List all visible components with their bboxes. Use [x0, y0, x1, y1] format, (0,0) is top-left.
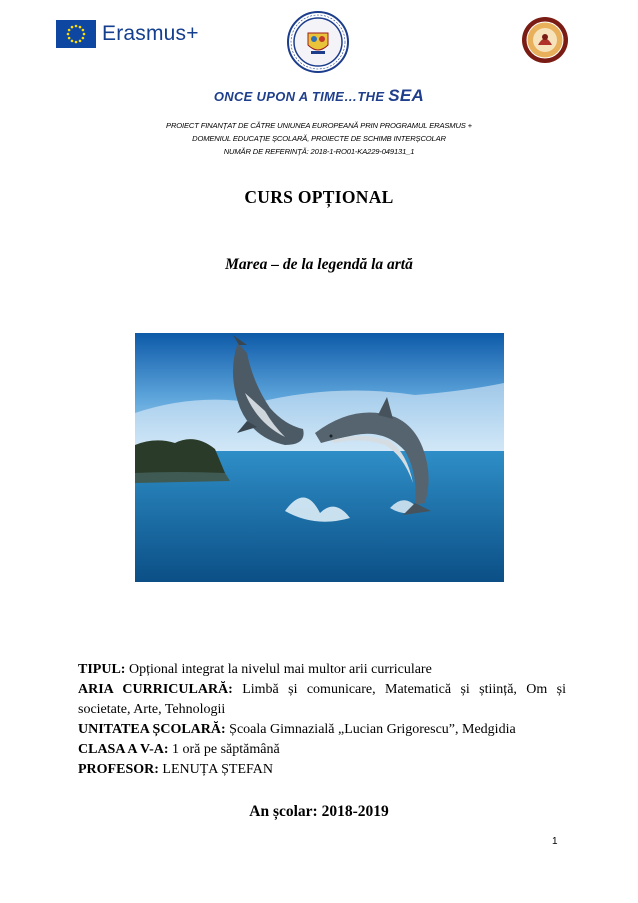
dolphins-photo: [135, 333, 504, 582]
info-clasa: [78, 740, 566, 760]
project-title: [0, 86, 638, 106]
unitatea-value: Școala Gimnazială „Lucian Grigorescu”, Medgidia: [225, 722, 516, 737]
project-line-3: NUMĂR DE REFERINȚĂ: 2018-1-RO01-KA229-049131_1: [223, 147, 415, 156]
aria-value-line1: Limbă și comunicare, Matematică și știință, Om și: [232, 682, 566, 697]
project-title-sea: SEA: [388, 86, 425, 105]
unitatea-label: UNITATEA ȘCOLARĂ:: [78, 722, 226, 737]
info-profesor: [78, 760, 566, 780]
project-line-2: DOMENIUL EDUCAȚIE ȘCOLARĂ, PROIECTE DE SCHIMB INTERȘCOLAR: [192, 134, 446, 143]
tipul-label: TIPUL:: [78, 662, 126, 677]
school-seal-icon: [287, 11, 349, 73]
school-year: An școlar: 2018-2019: [249, 803, 389, 820]
profesor-value: LENUȚA ȘTEFAN: [158, 762, 273, 777]
profesor-label: PROFESOR:: [78, 762, 159, 777]
clasa-label: CLASA A V-A:: [78, 742, 169, 757]
erasmus-logo: [56, 16, 199, 52]
tipul-value: Opțional integrat la nivelul mai multor arii curriculare: [125, 662, 432, 677]
clasa-value: 1 oră pe săptămână: [168, 742, 280, 757]
aria-value-line2: societate, Arte, Tehnologii: [78, 702, 226, 717]
partner-seal-icon: [521, 16, 569, 64]
project-title-prefix: ONCE UPON A TIME…THE: [213, 89, 389, 104]
page-number: 1: [552, 836, 558, 847]
info-unitatea: [78, 720, 566, 740]
info-aria-line1: [78, 680, 566, 700]
aria-label: ARIA CURRICULARĂ:: [78, 682, 233, 697]
eu-flag-icon: [56, 20, 96, 48]
course-title: CURS OPȚIONAL: [244, 187, 394, 207]
project-line-1: PROIECT FINANȚAT DE CĂTRE UNIUNEA EUROPEANĂ PRIN PROGRAMUL ERASMUS +: [166, 121, 472, 130]
info-tipul: [78, 660, 566, 680]
erasmus-brand-text: Erasmus+: [102, 22, 199, 45]
course-subtitle: Marea – de la legendă la artă: [225, 256, 413, 273]
